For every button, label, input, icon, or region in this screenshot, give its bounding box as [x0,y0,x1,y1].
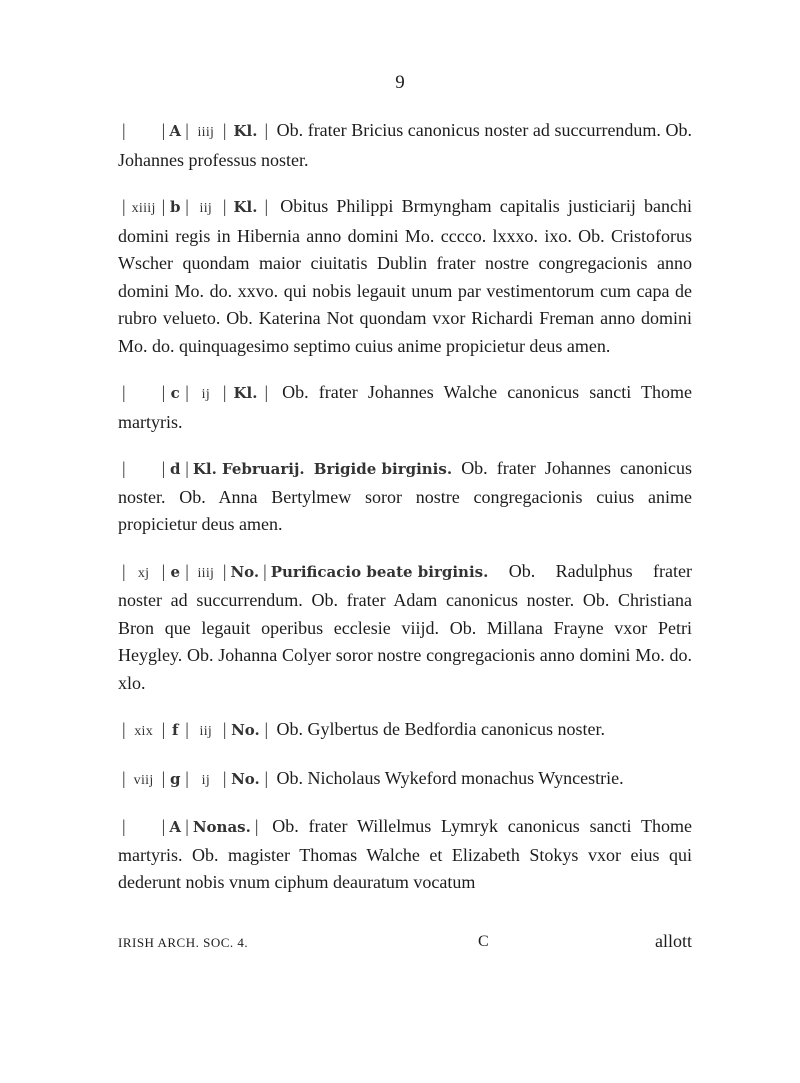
calendar-body [118,117,692,897]
calendar-entry: | | A | Nonas. | Ob. frater Willelmus Lymryk canonicus sancti Thome martyris. Ob. magister Thomas Walche et Elizabeth Stokys vxor eius qui dederunt nobis vnum ciphum deauratum vocatum [118,816,692,892]
obit-text: Ob. frater Bricius canonicus noster ad succurrendum. Ob. Johannes professus noster. [118,120,693,170]
signature-line: IRISH ARCH. SOC. 4. [118,935,249,950]
dominical-letter: g [169,769,181,788]
dominical-letter: d [169,460,181,478]
calendar-entry: | xix | f | iij | No. | Ob. Gylbertus de Bedfordia canonicus noster. [118,716,692,746]
dominical-letter: e [170,562,180,581]
day-number: iij [199,201,213,216]
dominical-letter: c [170,384,180,402]
page-number: 9 [395,72,405,93]
page-footer [118,933,692,955]
calendar-entry: | | A | iiij | Kl. | Ob. frater Bricius canonicus noster ad succurrendum. Ob. Johannes professus noster. [118,120,693,170]
calendar-entry: | xiiij | b | iij | Kl. | Obitus Philippi Brmyngham capitalis justiciarij banchi domini regis in Hibernia anno domini Mo. cccco. lxxxo. ixo. Ob. Cristoforus Wscher quondam maior ciuitatis Dublin frater nostre congregacionis anno domini Mo. do. xxvo. qui nobis legauit unum par vestimentorum cum capa de rubro velueto. Ob. Katerina Not quondam vxor Richardi Freman anno domini Mo. do. quinquagesimo septimo cuius anime propicietur deus amen. [118,196,693,356]
day-number: ij [201,772,211,788]
golden-number: xix [134,724,153,739]
golden-number: xiiij [131,201,156,216]
dominical-letter: f [171,721,179,739]
kalends-marker: Kl. [233,122,258,140]
dominical-letter: b [169,198,181,216]
obit-text: Obitus Philippi Brmyngham capitalis justiciarij banchi domini regis in Hibernia anno domini Mo. cccco. lxxxo. ixo. Ob. Cristoforus Wscher quondam maior ciuitatis Dublin frater nostre congregacionis anno domini Mo. do. xxvo. qui nobis legauit unum par vestimentorum cum capa de rubro velueto. Ob. Katerina Not quondam vxor Richardi Freman anno domini Mo. do. quinquagesimo septimo cuius anime propicietur deus amen. [118,196,693,356]
catchword: allott [655,931,692,951]
obit-text: Ob. Nicholaus Wykeford monachus Wyncestrie. [276,767,624,788]
dominical-letter: A [169,122,182,140]
obit-text: Ob. Gylbertus de Bedfordia canonicus noster. [276,719,605,739]
nones-marker: No. [231,721,260,739]
signature-mark: C [478,933,489,950]
kalends-marker: Kl. Februarij. [192,460,305,478]
kalends-marker: Kl. [233,384,258,402]
feast-name: Brigide birginis. [313,460,453,478]
nones-marker: No. [231,769,260,788]
golden-number: viij [133,772,154,788]
calendar-entry: | viij | g | ij | No. | Ob. Nicholaus Wykeford monachus Wyncestrie. [118,765,692,795]
nones-marker: Nonas. [192,818,251,836]
obit-text: Ob. frater Johannes canonicus noster. Ob. Anna Bertylmew soror nostre congregacionis cuius anime propicietur deus amen. [118,458,692,534]
calendar-entry: | | d | Kl. Februarij. Brigide birginis. Ob. frater Johannes canonicus noster. Ob. Anna Bertylmew soror nostre congregacionis cuius anime propicietur deus amen. [118,458,692,534]
day-number: iiij [197,125,215,140]
day-number: iij [199,724,213,739]
calendar-entry: | xj | e | iiij | No. | Purificacio beate birginis. Ob. Radulphus frater noster ad succurrendum. Ob. frater Adam canonicus noster. Ob. Christiana Bron que legauit operibus ecclesie viijd. Ob. Millana Frayne vxor Petri Heygley. Ob. Johanna Colyer soror nostre congregacionis anno domini Mo. do. xlo. [118,560,693,693]
day-number: iiij [197,565,215,581]
obit-text: Ob. frater Johannes Walche canonicus sancti Thome martyris. [118,382,693,432]
dominical-letter: A [169,818,182,836]
golden-number: xj [137,565,150,581]
kalends-marker: Kl. [233,198,258,216]
feast-name: Purificacio beate birginis. [270,562,489,581]
nones-marker: No. [230,562,260,581]
obit-text: Ob. frater Willelmus Lymryk canonicus sancti Thome martyris. Ob. magister Thomas Walche et Elizabeth Stokys vxor eius qui dederunt nobis vnum ciphum deauratum vocatum [118,816,692,892]
day-number: ij [201,387,211,402]
calendar-entry: | | c | ij | Kl. | Ob. frater Johannes Walche canonicus sancti Thome martyris. [118,382,693,432]
obit-text: Ob. Radulphus frater noster ad succurrendum. Ob. frater Adam canonicus noster. Ob. Christiana Bron que legauit operibus ecclesie viijd. Ob. Millana Frayne vxor Petri Heygley. Ob. Johanna Colyer soror nostre congregacionis anno domini Mo. do. xlo. [118,560,693,693]
